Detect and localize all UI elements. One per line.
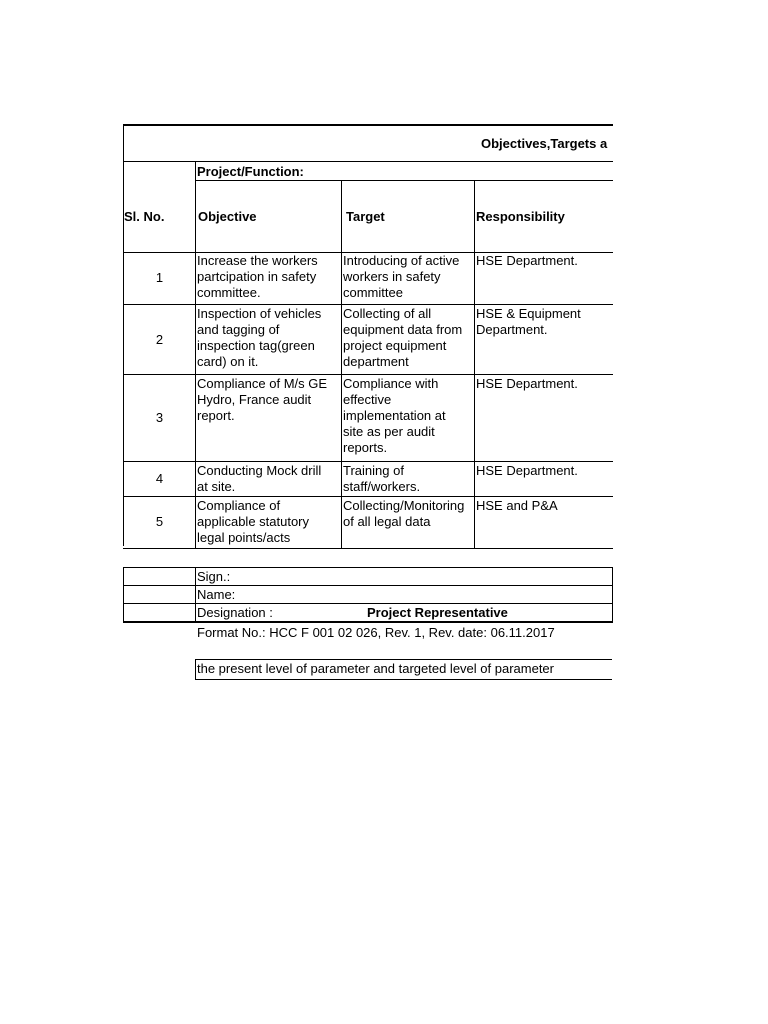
row-divider: [123, 374, 613, 375]
column-divider: [474, 180, 475, 549]
row-3-responsibility: HSE Department.: [476, 376, 578, 391]
frame-top-border: [123, 124, 613, 126]
column-divider: [341, 180, 342, 549]
row-3-objective: Compliance of M/s GE Hydro, France audit report.: [197, 376, 328, 423]
row-2-responsibility: HSE & Equipment Department.: [476, 306, 581, 337]
row-5-sl: 5: [155, 514, 164, 529]
header-responsibility: Responsibility: [476, 209, 565, 224]
row-5-objective: Compliance of applicable statutory legal points/acts: [197, 498, 310, 545]
header-objective: Objective: [198, 209, 257, 224]
sign-block-line: [123, 567, 613, 568]
header-sl-no: Sl. No.: [124, 209, 165, 224]
project-function-label: Project/Function:: [197, 164, 304, 179]
row-1-sl: 1: [155, 270, 164, 285]
row-2-objective: Inspection of vehicles and tagging of inspection tag(green card) on it.: [197, 306, 322, 369]
row-divider: [195, 180, 613, 181]
footnote-text: the present level of parameter and targeted level of parameter: [197, 661, 554, 676]
header-target: Target: [346, 209, 385, 224]
row-divider: [123, 496, 613, 497]
row-4-target: Training of staff/workers.: [343, 463, 421, 494]
row-1-target: Introducing of active workers in safety committee: [343, 253, 460, 300]
sign-block-line: [123, 585, 613, 586]
row-5-target: Collecting/Monitoring of all legal data: [343, 498, 465, 529]
sign-block-right: [612, 567, 613, 622]
row-divider: [123, 304, 613, 305]
column-divider: [195, 161, 196, 549]
row-2-target: Collecting of all equipment data from project equipment department: [343, 306, 463, 369]
row-4-sl: 4: [155, 471, 164, 486]
sign-block-divider: [195, 567, 196, 622]
footnote-box: [195, 659, 612, 680]
sign-label: Sign.:: [197, 569, 231, 584]
row-1-objective: Increase the workers partcipation in safety committee.: [197, 253, 318, 300]
row-5-responsibility: HSE and P&A: [476, 498, 558, 513]
designation-value: Project Representative: [367, 605, 508, 620]
page-title: Objectives,Targets a: [481, 136, 608, 151]
row-4-objective: Conducting Mock drill at site.: [197, 463, 322, 494]
sign-block-bottom: [123, 621, 613, 623]
sign-block-left: [123, 567, 124, 622]
row-3-target: Compliance with effective implementation at site as per audit reports.: [343, 376, 446, 455]
row-divider: [123, 461, 613, 462]
row-divider: [123, 548, 613, 549]
row-4-responsibility: HSE Department.: [476, 463, 578, 478]
designation-label: Designation :: [197, 605, 273, 620]
row-divider: [123, 161, 613, 162]
row-3-sl: 3: [155, 410, 164, 425]
name-label: Name:: [197, 587, 236, 602]
row-2-sl: 2: [155, 332, 164, 347]
format-number: Format No.: HCC F 001 02 026, Rev. 1, Rev. date: 06.11.2017: [197, 625, 555, 640]
sign-block-line: [123, 603, 613, 604]
row-1-responsibility: HSE Department.: [476, 253, 578, 268]
